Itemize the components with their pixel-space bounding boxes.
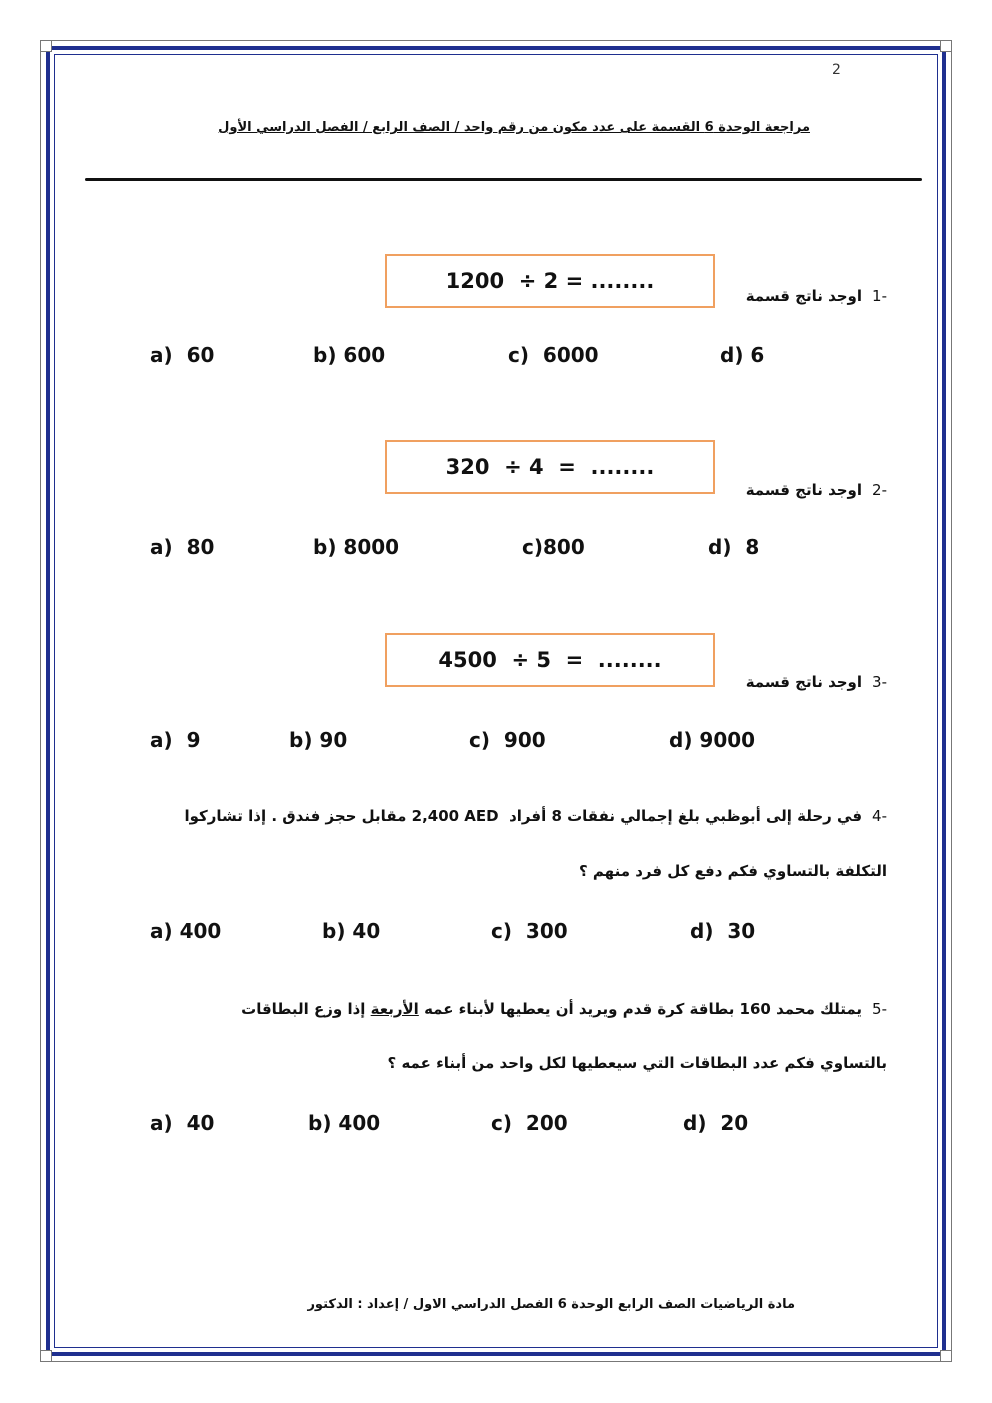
question-3-prompt <box>746 673 887 691</box>
option-a[interactable]: a) 9 <box>150 728 201 752</box>
question-5-line-1 <box>137 1000 887 1018</box>
option-d[interactable]: d) 6 <box>720 343 765 367</box>
question-text: يمتلك محمد 160 بطاقة كرة قدم ويريد أن يعطيها لأبناء عمه <box>424 1000 863 1018</box>
option-a[interactable]: a) 400 <box>150 919 222 943</box>
question-5-line-2: بالتساوي فكم عدد البطاقات التي سيعطيها لكل واحد من أبناء عمه ؟ <box>387 1054 887 1072</box>
option-c[interactable]: c)800 <box>522 535 585 559</box>
question-4-line-2: التكلفة بالتساوي فكم دفع كل فرد منهم ؟ <box>579 862 887 880</box>
border-corner <box>940 40 952 52</box>
question-text: اوجد ناتج قسمة <box>745 673 863 691</box>
question-number: -5 <box>872 1000 887 1018</box>
question-2-prompt <box>746 481 887 499</box>
option-c[interactable]: c) 900 <box>469 728 546 752</box>
option-d[interactable]: d) 9000 <box>669 728 756 752</box>
option-d[interactable]: d) 8 <box>708 535 760 559</box>
question-text: اوجد ناتج قسمة <box>745 481 863 499</box>
option-b[interactable]: b) 600 <box>313 343 386 367</box>
option-d[interactable]: d) 20 <box>683 1111 749 1135</box>
question-3-equation: 4500 ÷ 5 = ........ <box>385 633 715 687</box>
question-text: إذا وزع البطاقات <box>241 1000 366 1018</box>
question-number: -3 <box>872 673 887 691</box>
border-corner <box>40 1350 52 1362</box>
option-c[interactable]: c) 200 <box>491 1111 568 1135</box>
option-a[interactable]: a) 80 <box>150 535 215 559</box>
page-footer: مادة الرياضيات الصف الرابع الوحدة 6 الفصل الدراسي الاول / إعداد : الدكتور <box>307 1297 795 1312</box>
amount-value: 2,400 AED <box>411 807 499 825</box>
question-1-equation: 1200 ÷ 2 = ........ <box>385 254 715 308</box>
question-number: -4 <box>872 807 887 825</box>
question-1-prompt <box>746 287 887 305</box>
option-a[interactable]: a) 40 <box>150 1111 215 1135</box>
underlined-word: الأربعة <box>370 1000 419 1018</box>
header-divider <box>85 178 922 181</box>
option-d[interactable]: d) 30 <box>690 919 756 943</box>
question-text: اوجد ناتج قسمة <box>745 287 863 305</box>
question-2-equation: 320 ÷ 4 = ........ <box>385 440 715 494</box>
option-b[interactable]: b) 400 <box>308 1111 381 1135</box>
page-title: مراجعة الوحدة 6 القسمة على عدد مكون من رقم واحد / الصف الرابع / الفصل الدراسي الأول <box>218 120 810 135</box>
border-corner <box>40 40 52 52</box>
page-border-inner <box>54 54 938 1348</box>
question-number: -1 <box>872 287 887 305</box>
option-b[interactable]: b) 8000 <box>313 535 400 559</box>
question-text: في رحلة إلى أبوظبي بلغ إجمالي نفقات 8 أفراد <box>509 807 863 825</box>
option-c[interactable]: c) 300 <box>491 919 568 943</box>
question-text: مقابل حجز فندق . إذا تشاركوا <box>184 807 407 825</box>
option-b[interactable]: b) 90 <box>289 728 348 752</box>
option-c[interactable]: c) 6000 <box>508 343 599 367</box>
question-number: -2 <box>872 481 887 499</box>
page-number: 2 <box>832 62 841 78</box>
border-corner <box>940 1350 952 1362</box>
option-b[interactable]: b) 40 <box>322 919 381 943</box>
question-4-line-1 <box>137 807 887 825</box>
option-a[interactable]: a) 60 <box>150 343 215 367</box>
